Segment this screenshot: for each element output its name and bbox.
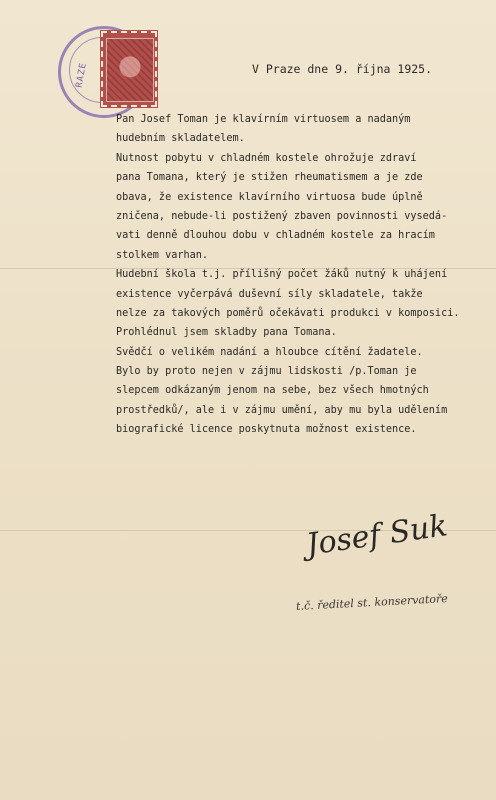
letter-line: slepcem odkázaným jenom na sebe, bez všech hmotných: [116, 385, 429, 397]
letter-line: Bylo by proto nejen v zájmu lidskosti /p.Toman je: [116, 366, 417, 378]
letter-line: Svědčí o velikém nadání a hloubce cítění žadatele.: [116, 346, 423, 358]
letter-line: biografické licence poskytnuta možnost existence.: [116, 424, 417, 436]
date-line: V Praze dne 9. října 1925.: [252, 62, 433, 76]
letter-line: nelze za takových poměrů očekávati produkci v komposici.: [116, 307, 460, 319]
seal-text: RAZE: [74, 61, 89, 89]
letter-line: prostředků/, ale i v zájmu umění, aby mu byla udělením: [116, 404, 448, 416]
letter-line: Pan Josef Toman je klavírním virtuosem a nadaným: [116, 114, 411, 125]
letter-line: Nutnost pobytu v chladném kostele ohrožuje zdraví: [116, 152, 417, 164]
letter-line: obava, že existence klavírního virtuosa bude úplně: [116, 191, 423, 203]
letter-line: pana Tomana, který je stižen rheumatismem a je zde: [116, 172, 423, 184]
letter-line: Prohlédnul jsem skladby pana Tomana.: [116, 327, 337, 339]
letter-body: [116, 110, 488, 440]
letter-line: zničena, nebude-li postižený zbaven povinnosti vysedá-: [116, 210, 448, 222]
revenue-stamp: [100, 30, 158, 108]
letter-line: vati denně dlouhou dobu v chladném kostele za hracím: [116, 230, 435, 242]
letter-line: stolkem varhan.: [116, 249, 209, 261]
letter-line: existence vyčerpává duševní síly skladatele, takže: [116, 288, 423, 300]
letter-line: Hudební škola t.j. přílišný počet žáků nutný k uhájení: [116, 269, 448, 281]
handwritten-signature: Josef Suk: [304, 508, 450, 563]
stamp-emblem: [106, 38, 154, 102]
letter-line: hudebním skladatelem.: [116, 133, 245, 145]
handwritten-title-note: t.č. ředitel st. konservatoře: [295, 592, 449, 613]
